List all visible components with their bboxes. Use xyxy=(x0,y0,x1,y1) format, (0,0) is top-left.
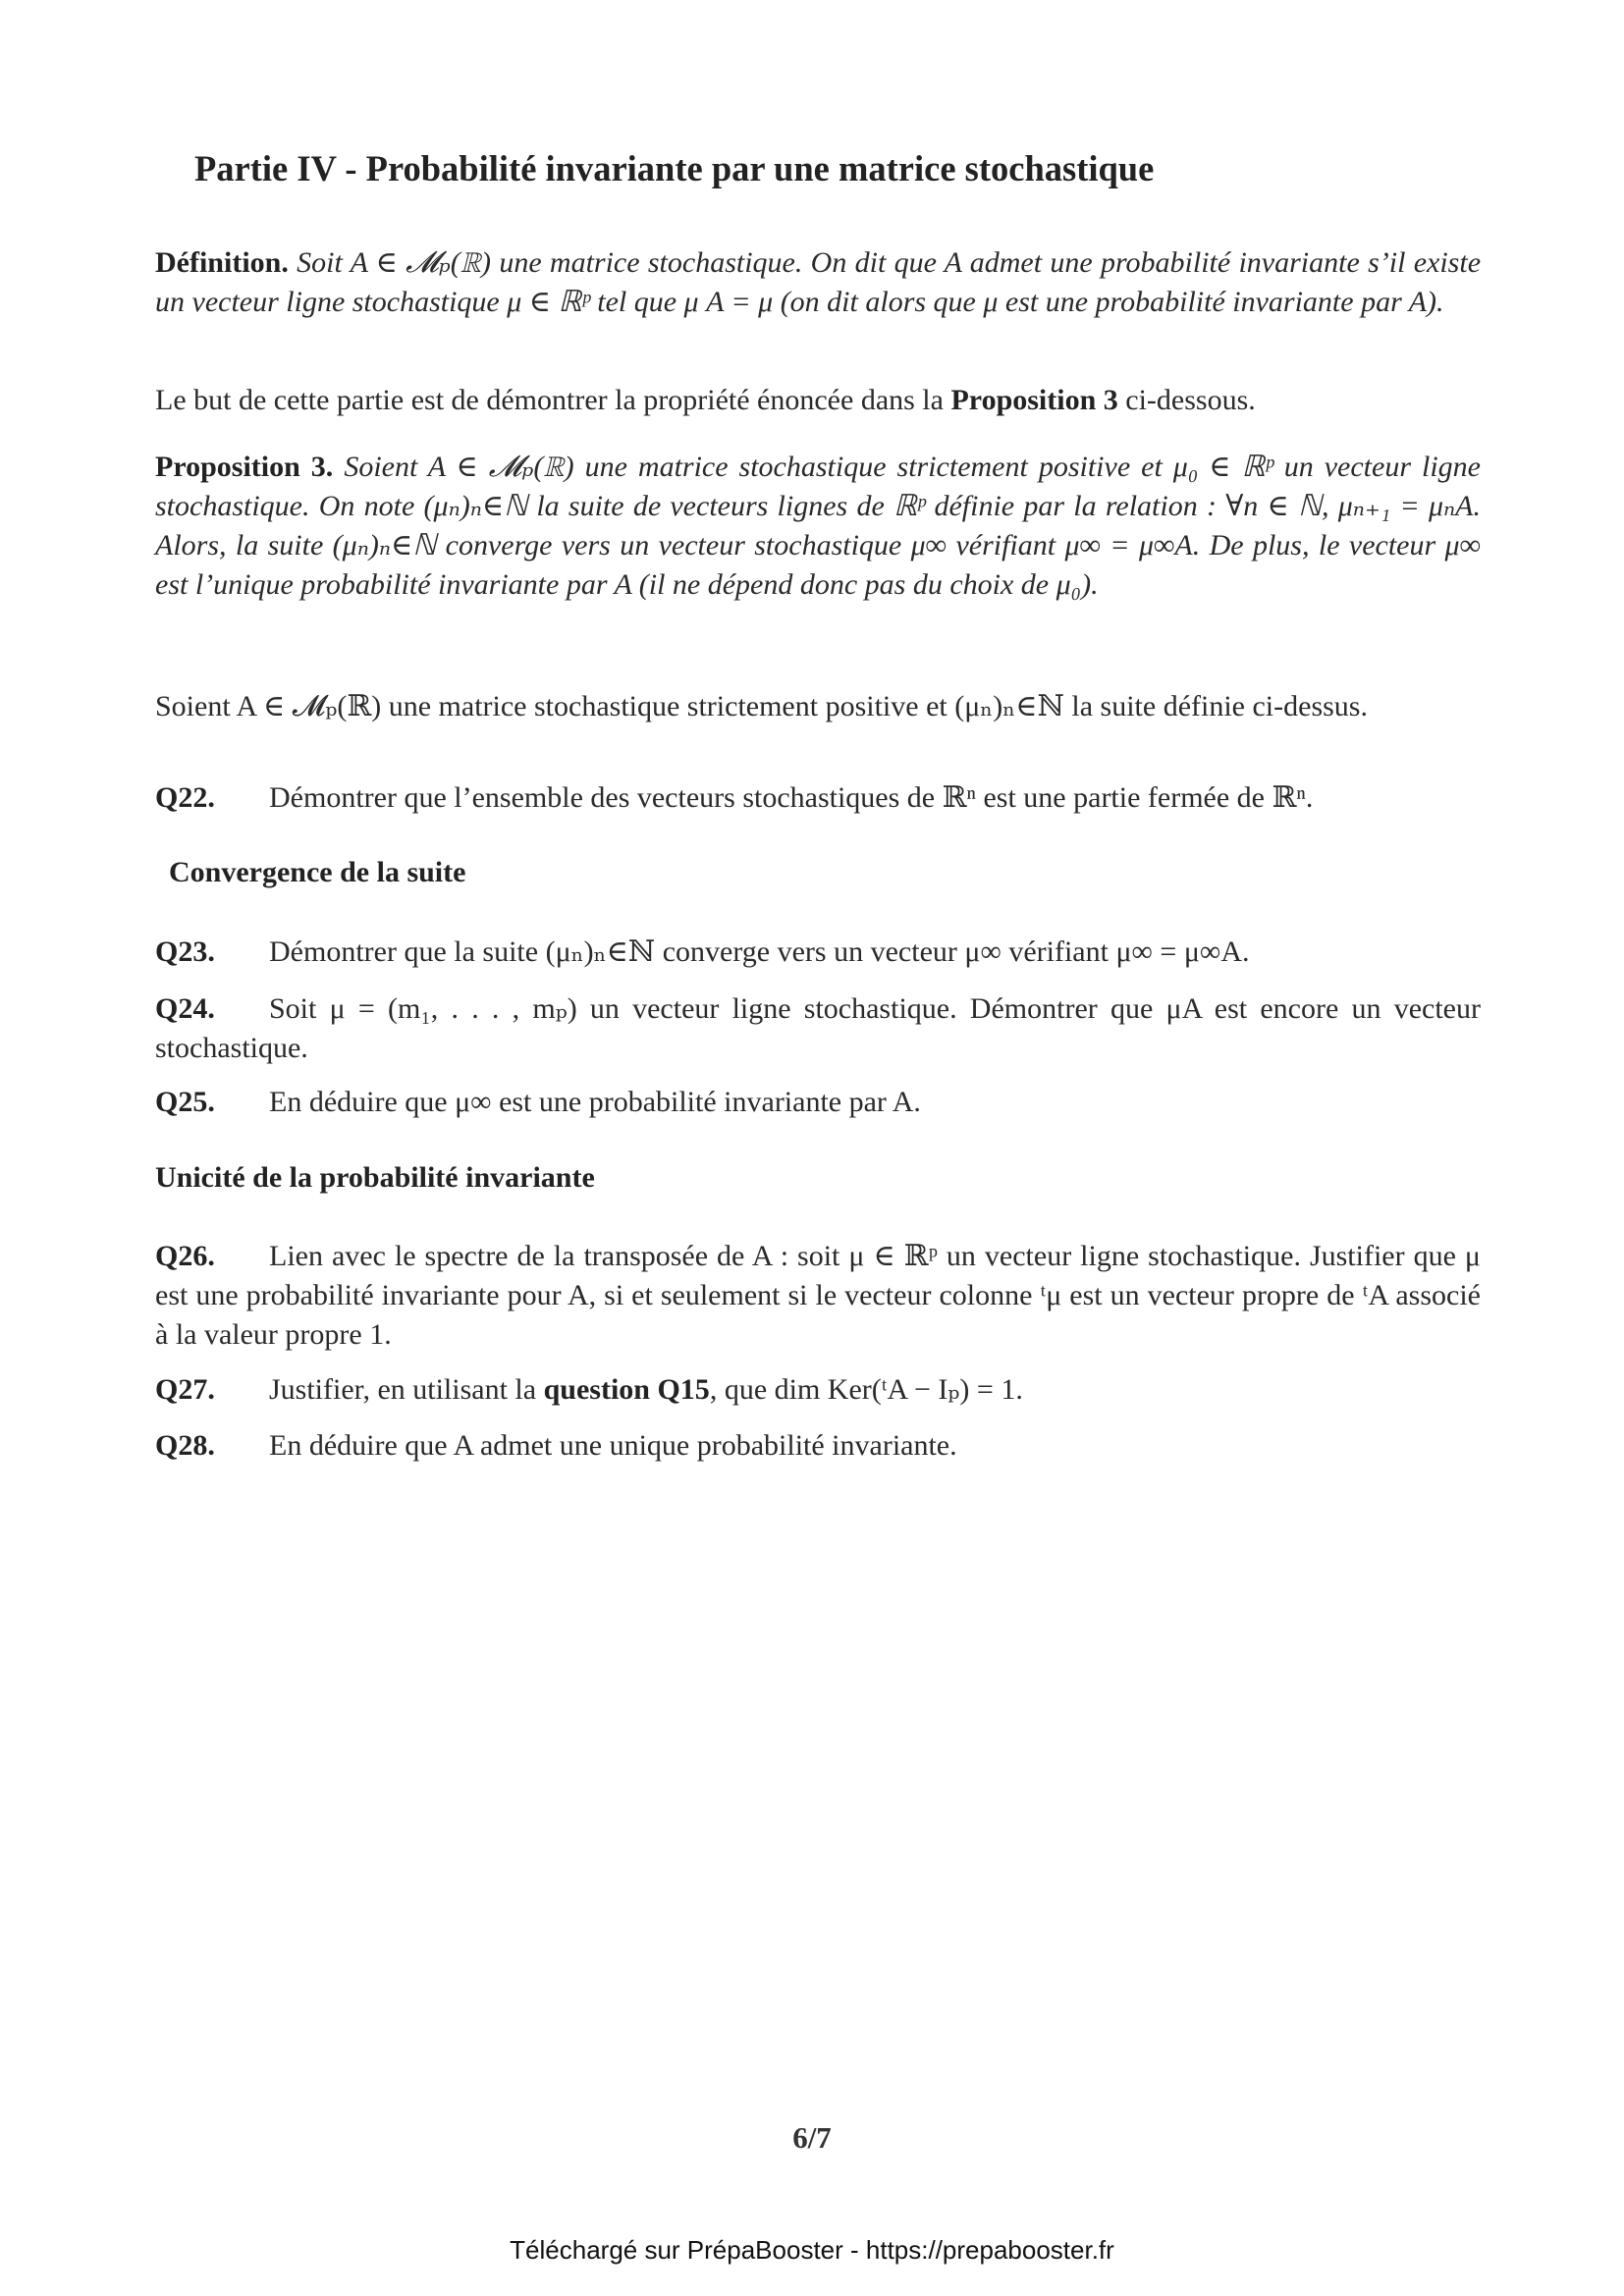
proposition-block xyxy=(155,448,1481,605)
page-number: 6/7 xyxy=(792,2120,832,2155)
section-title: Partie IV - Probabilité invariante par une matrice stochastique xyxy=(194,148,1155,188)
question-q25 xyxy=(155,1083,1481,1122)
question-text: En déduire que A admet une unique probabilité invariante. xyxy=(269,1429,957,1462)
question-number: Q26. xyxy=(155,1240,215,1272)
question-q28 xyxy=(155,1426,1481,1466)
question-q24 xyxy=(155,989,1481,1068)
proposition-label: Proposition 3. xyxy=(155,451,334,483)
question-text-after: , que dim Ker(ᵗA − Iₚ) = 1. xyxy=(709,1373,1023,1406)
goal-text-before: Le but de cette partie est de démontrer la propriété énoncée dans la xyxy=(155,384,944,416)
heading-convergence: Convergence de la suite xyxy=(169,856,466,888)
question-text: En déduire que μ∞ est une probabilité invariante par A. xyxy=(269,1086,921,1118)
question-reference: question Q15 xyxy=(543,1373,710,1406)
intro-paragraph: Soient A ∈ 𝓜ₚ(ℝ) une matrice stochastique strictement positive et (μₙ)ₙ∈ℕ la suite définie ci-dessus. xyxy=(155,690,1368,722)
question-q23 xyxy=(155,933,1481,972)
question-q27 xyxy=(155,1370,1481,1410)
proposition-text: Soient A ∈ 𝓜ₚ(ℝ) une matrice stochastique strictement positive et μ₀ ∈ ℝᵖ un vecteur ligne stochastique. On note (μₙ)ₙ∈ℕ la suite de vecteurs lignes de ℝᵖ définie par la relation : ∀n ∈ ℕ, μₙ₊₁ = μₙA. Alors, la suite (μₙ)ₙ∈ℕ converge vers un vecteur stochastique μ∞ vérifiant μ∞ = μ∞A. De plus, le vecteur μ∞ est l’unique probabilité invariante par A (il ne dépend donc pas du choix de μ₀). xyxy=(155,451,1481,601)
goal-paragraph xyxy=(155,381,1481,420)
question-number: Q23. xyxy=(155,935,215,968)
question-number: Q24. xyxy=(155,992,215,1025)
question-text: Lien avec le spectre de la transposée de A : soit μ ∈ ℝᵖ un vecteur ligne stochastique. Justifier que μ est une probabilité invariante pour A, si et seulement si le vecteur colonne ᵗμ est un vecteur propre de ᵗA associé à la valeur propre 1. xyxy=(155,1240,1481,1351)
question-text-before: Justifier, en utilisant la xyxy=(269,1373,537,1406)
question-q22 xyxy=(155,778,1481,818)
question-number: Q25. xyxy=(155,1086,215,1118)
question-text: Démontrer que l’ensemble des vecteurs stochastiques de ℝⁿ est une partie fermée de ℝⁿ. xyxy=(269,781,1314,814)
question-number: Q27. xyxy=(155,1373,215,1406)
definition-block xyxy=(155,243,1481,322)
question-text: Démontrer que la suite (μₙ)ₙ∈ℕ converge vers un vecteur μ∞ vérifiant μ∞ = μ∞A. xyxy=(269,935,1250,968)
definition-text: Soit A ∈ 𝓜ₚ(ℝ) une matrice stochastique. On dit que A admet une probabilité invariante s’il existe un vecteur ligne stochastique μ ∈ ℝᵖ tel que μ A = μ (on dit alors que μ est une probabilité invariante par A). xyxy=(155,246,1482,318)
question-q26 xyxy=(155,1237,1481,1355)
download-footer: Téléchargé sur PrépaBooster - https://prepabooster.fr xyxy=(510,2235,1114,2265)
question-number: Q22. xyxy=(155,781,215,814)
goal-bold: Proposition 3 xyxy=(950,384,1118,416)
heading-unicite: Unicité de la probabilité invariante xyxy=(155,1161,595,1194)
goal-text-after: ci-dessous. xyxy=(1125,384,1256,416)
definition-label: Définition. xyxy=(155,246,289,279)
question-number: Q28. xyxy=(155,1429,215,1462)
question-text: Soit μ = (m₁, . . . , mₚ) un vecteur ligne stochastique. Démontrer que μA est encore un vecteur stochastique. xyxy=(155,992,1481,1064)
